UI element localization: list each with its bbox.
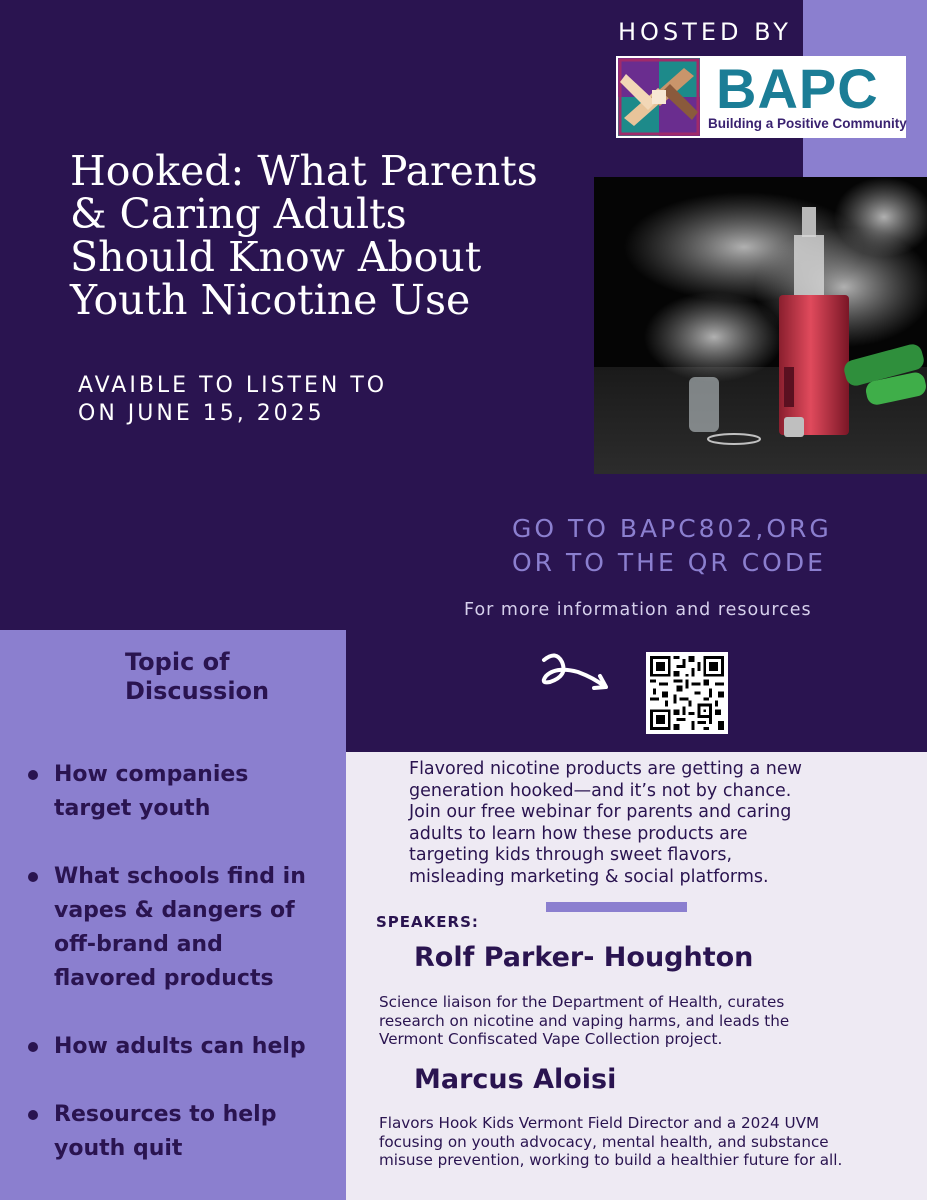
availability-date <box>78 372 387 428</box>
logo-name: BAPC <box>716 57 879 120</box>
topics-heading-line: Discussion <box>125 677 270 705</box>
bullet-icon <box>28 872 38 882</box>
logo-tagline: Building a Positive Community <box>708 116 907 131</box>
arrow-icon <box>538 648 612 694</box>
speaker-bio-line: research on nicotine and vaping harms, and leads the <box>379 1011 790 1030</box>
topics-heading <box>125 648 325 706</box>
bullet-icon <box>28 770 38 780</box>
list-item <box>24 758 334 826</box>
list-item-line: flavored products <box>54 966 274 991</box>
list-item-line: off-brand and <box>54 932 223 957</box>
list-item-line: target youth <box>54 796 211 821</box>
list-item-line: How adults can help <box>54 1034 306 1059</box>
speakers-label: SPEAKERS: <box>376 913 479 931</box>
speaker-bio-line: Flavors Hook Kids Vermont Field Director and a 2024 UVM <box>379 1114 820 1132</box>
list-item-line: youth quit <box>54 1136 183 1161</box>
vape-photo-graphic <box>594 177 927 474</box>
intro-line: Flavored nicotine products are getting a new <box>409 759 802 779</box>
qr-code-icon <box>650 656 724 730</box>
list-item <box>24 1098 334 1166</box>
bullet-icon <box>28 1110 38 1120</box>
intro-line: Join our free webinar for parents and caring <box>409 802 792 822</box>
list-item <box>24 860 334 996</box>
more-info-text: For more information and resources <box>464 600 812 620</box>
website-cta <box>512 512 832 580</box>
list-item <box>24 1030 334 1064</box>
qr-code[interactable] <box>646 652 728 734</box>
title-line: Youth Nicotine Use <box>70 276 471 324</box>
intro-line: generation hooked—and it’s not by chance. <box>409 780 792 801</box>
speaker-name: Rolf Parker- Houghton <box>414 942 754 973</box>
cta-line: OR TO THE QR CODE <box>512 548 826 577</box>
list-item-line: How companies <box>54 762 249 787</box>
intro-paragraph <box>409 759 909 888</box>
bullet-icon <box>28 1042 38 1052</box>
intro-line: adults to learn how these products are <box>409 823 748 844</box>
topics-list <box>24 758 334 1200</box>
hosted-by-label: HOSTED BY <box>618 18 792 46</box>
bapc-logo-icon <box>618 58 700 136</box>
cta-line: GO TO BAPC802,ORG <box>512 514 832 543</box>
speaker-bio-line: Vermont Confiscated Vape Collection project. <box>379 1030 723 1048</box>
bapc-logo[interactable] <box>616 56 906 138</box>
title-line: Should Know About <box>70 233 482 281</box>
vape-photo <box>594 177 927 474</box>
speaker-bio <box>379 993 919 1049</box>
speaker-bio <box>379 1114 919 1170</box>
availability-line: AVAIBLE TO LISTEN TO <box>78 373 388 398</box>
page-title <box>70 147 600 324</box>
list-item-line: What schools find in <box>54 864 306 889</box>
title-line: Hooked: What Parents <box>70 147 538 195</box>
intro-line: targeting kids through sweet flavors, <box>409 845 733 865</box>
speaker-bio-line: Science liaison for the Department of Health, curates <box>379 993 785 1011</box>
title-line: & Caring Adults <box>70 190 407 238</box>
list-item-line: Resources to help <box>54 1102 277 1127</box>
availability-line: ON JUNE 15, 2025 <box>78 401 325 426</box>
topics-heading-line: Topic of <box>125 648 230 676</box>
divider <box>546 902 687 912</box>
speaker-name: Marcus Aloisi <box>414 1064 617 1095</box>
list-item-line: vapes & dangers of <box>54 898 295 923</box>
speaker-bio-line: focusing on youth advocacy, mental health, and substance <box>379 1132 829 1151</box>
intro-line: misleading marketing & social platforms. <box>409 866 769 887</box>
speaker-bio-line: misuse prevention, working to build a healthier future for all. <box>379 1151 843 1169</box>
